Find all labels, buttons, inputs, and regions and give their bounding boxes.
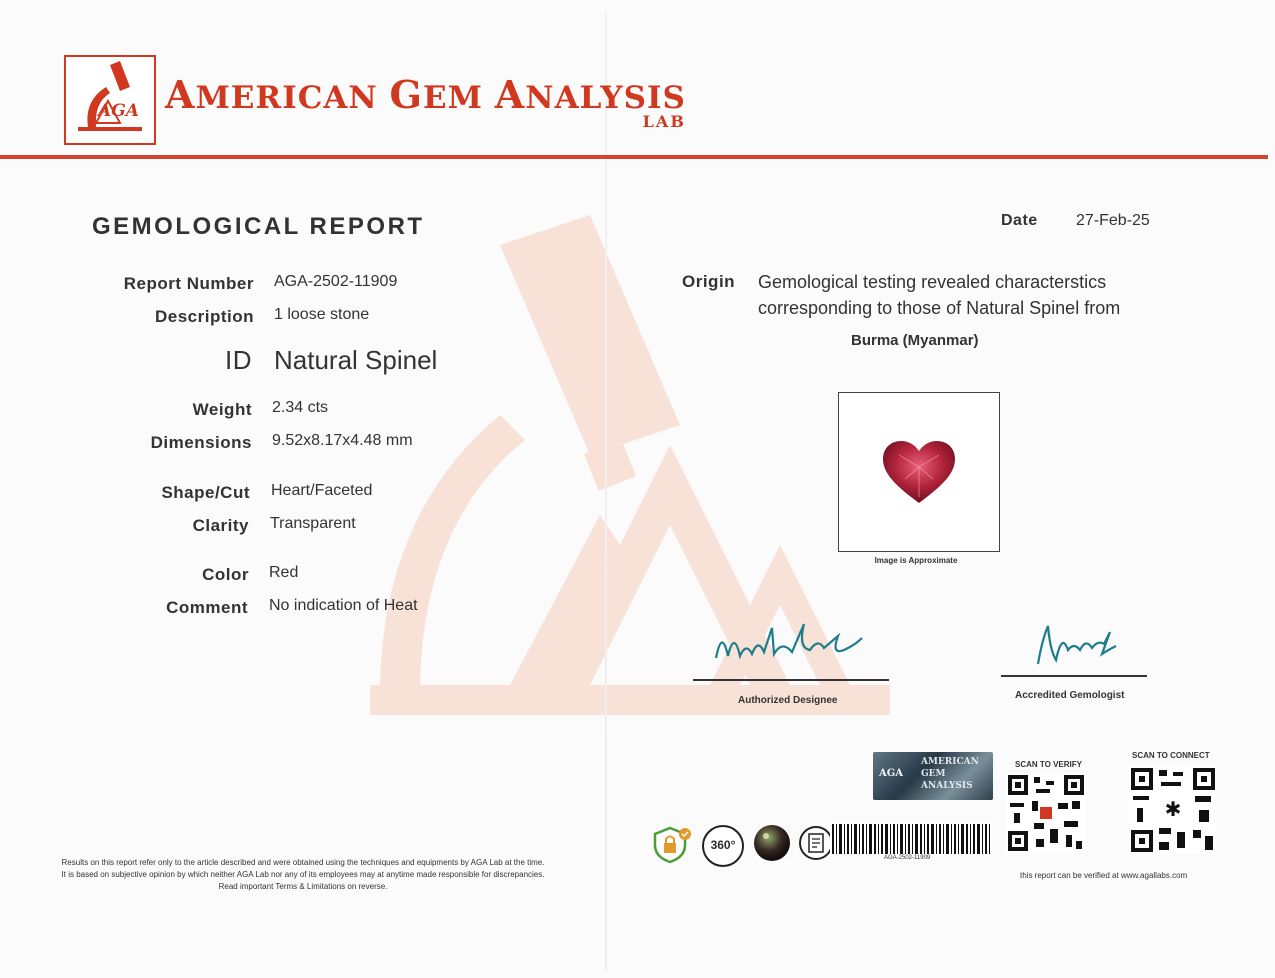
- shape-cut-label: Shape/Cut: [161, 483, 250, 502]
- origin-place: Burma (Myanmar): [851, 332, 979, 349]
- report-number-value: AGA-2502-11909: [274, 273, 398, 290]
- brand-name: [165, 72, 686, 131]
- secure-shield-icon: [652, 825, 694, 865]
- hologram-line-3: ANALYSIS: [921, 781, 973, 791]
- dimensions-value: 9.52x8.17x4.48 mm: [272, 432, 413, 449]
- brand-cap-2: G: [389, 72, 423, 117]
- scan-connect-label: SCAN TO CONNECT: [1132, 751, 1210, 760]
- brand-cap-3: A: [494, 72, 526, 117]
- view-360-label: 360°: [710, 838, 736, 852]
- brand-rest-1: MERICAN: [195, 80, 390, 116]
- svg-text:✱: ✱: [1164, 797, 1182, 821]
- color-label: Color: [202, 565, 249, 584]
- disclaimer-line-3: Read important Terms & Limitations on reverse.: [218, 882, 388, 891]
- hologram-brand: AGA: [879, 768, 904, 779]
- signature-caption-1: Authorized Designee: [738, 695, 838, 706]
- brand-rest-3: NALYSIS: [525, 80, 686, 116]
- color-value: Red: [269, 564, 299, 581]
- page-fold: [605, 10, 607, 970]
- id-label: ID: [225, 345, 252, 375]
- dimensions-label: Dimensions: [150, 433, 252, 452]
- date-label: Date: [1001, 212, 1038, 229]
- gem-lens-icon: [752, 823, 792, 863]
- origin-label: Origin: [682, 272, 736, 291]
- footer-disclaimer: [18, 857, 588, 893]
- comment-label: Comment: [166, 598, 248, 617]
- weight-label: Weight: [192, 400, 252, 419]
- signature-line-1: [693, 679, 889, 681]
- scan-verify-label: SCAN TO VERIFY: [1015, 760, 1082, 769]
- verify-qr-code-icon[interactable]: [1006, 773, 1086, 853]
- connect-qr-code-icon[interactable]: [1129, 766, 1217, 854]
- signature-2-icon: [1032, 620, 1122, 670]
- image-caption: Image is Approximate: [874, 556, 958, 565]
- document-scan-icon: [798, 825, 834, 861]
- date-value: 27-Feb-25: [1076, 212, 1150, 229]
- brand-cap-1: A: [165, 72, 196, 117]
- hologram-text: [921, 756, 979, 792]
- barcode-icon: [830, 822, 992, 856]
- view-360-badge: [702, 825, 744, 867]
- brand-rest-2: EM: [423, 80, 495, 116]
- report-number-label: Report Number: [123, 274, 254, 293]
- stone-image-frame: [838, 392, 1000, 552]
- brand-title: [165, 72, 686, 117]
- brand-sub: LAB: [642, 112, 686, 131]
- description-label: Description: [154, 307, 254, 326]
- heart-gem-icon: [839, 393, 999, 551]
- disclaimer-line-2: It is based on subjective opinion by which neither AGA Lab nor any of its employees may at anytime made responsible for discrepancies.: [61, 870, 545, 879]
- security-hologram: [873, 752, 993, 800]
- id-value: Natural Spinel: [274, 345, 438, 375]
- barcode-number: AGA-2502-11909: [884, 855, 931, 861]
- signature-caption-2: Accredited Gemologist: [1015, 690, 1125, 701]
- clarity-label: Clarity: [192, 516, 249, 535]
- aga-logo: [64, 55, 156, 145]
- disclaimer-line-1: Results on this report refer only to the article described and were obtained using the techniques and equipments by AGA Lab at the time.: [61, 858, 545, 867]
- clarity-value: Transparent: [270, 515, 356, 532]
- signature-line-2: [1001, 675, 1147, 677]
- comment-value: No indication of Heat: [269, 597, 418, 614]
- shape-cut-value: Heart/Faceted: [271, 482, 373, 499]
- description-value: 1 loose stone: [274, 306, 370, 323]
- logo-text: AGA: [98, 101, 139, 121]
- microscope-logo-icon: [66, 57, 154, 143]
- report-title: GEMOLOGICAL REPORT: [92, 213, 425, 240]
- hologram-line-2: GEM: [921, 769, 946, 779]
- verify-note: this report can be verified at www.agallabs.com: [1020, 871, 1188, 880]
- header-rule: [0, 155, 1268, 159]
- origin-text: Gemological testing revealed characterstics corresponding to those of Natural Spinel from: [758, 272, 1121, 318]
- signature-1-icon: [712, 618, 872, 674]
- hologram-line-1: AMERICAN: [921, 757, 979, 767]
- weight-value: 2.34 cts: [272, 399, 329, 416]
